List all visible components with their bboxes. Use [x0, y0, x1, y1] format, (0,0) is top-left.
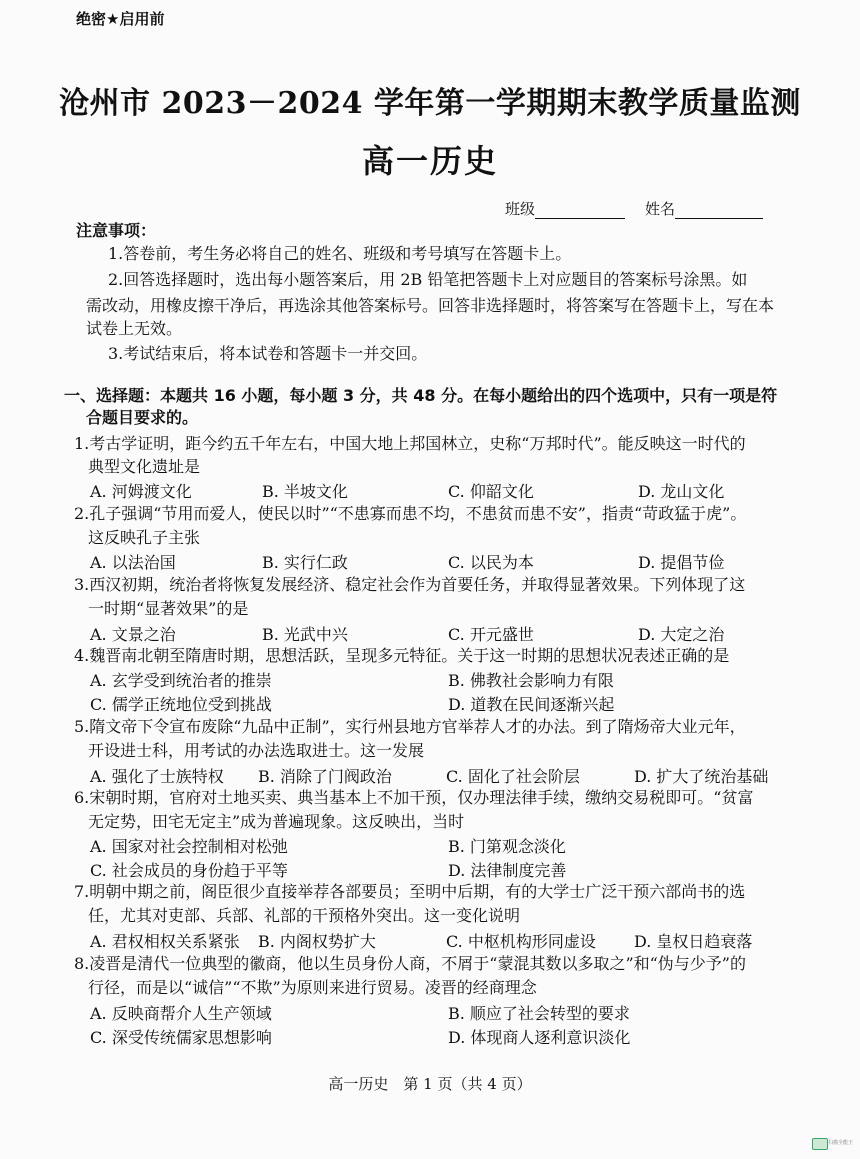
- q5-option-c: C. 固化了社会阶层: [446, 767, 580, 786]
- section-heading-line-1: 一、选择题：本题共 16 小题，每小题 3 分，共 48 分。在每小题给出的四个选项中，只有一项是符: [64, 386, 778, 405]
- q7-option-c: C. 中枢机构形同虚设: [446, 932, 596, 951]
- q4-option-b: B. 佛教社会影响力有限: [448, 671, 614, 690]
- q5-option-d: D. 扩大了统治基础: [634, 767, 769, 786]
- class-blank: [535, 204, 625, 219]
- q3-option-d: D. 大定之治: [638, 625, 725, 644]
- student-info-fields: [505, 198, 763, 219]
- q4-option-d: D. 道教在民间逐渐兴起: [448, 695, 615, 714]
- q2-option-a: A. 以法治国: [90, 553, 176, 572]
- q3-stem-line-1: 3.西汉初期，统治者将恢复发展经济、稳定社会作为首要任务，并取得显著效果。下列体现了这: [74, 575, 746, 594]
- note-2-line-2: 需改动，用橡皮擦干净后，再选涂其他答案标号。回答非选择题时，将答案写在答题卡上，写在本: [86, 296, 775, 315]
- note-2-line-3: 试卷上无效。: [86, 319, 183, 338]
- notes-heading: 注意事项：: [76, 221, 157, 240]
- note-3: 3.考试结束后，将本试卷和答题卡一并交回。: [108, 344, 428, 363]
- q7-option-b: B. 内阁权势扩大: [258, 932, 376, 951]
- note-1: 1.答卷前，考生务必将自己的姓名、班级和考号填写在答题卡上。: [108, 244, 572, 263]
- note-2-line-1: 2.回答选择题时，选出每小题答案后，用 2B 铅笔把答题卡上对应题目的答案标号涂黑。如: [108, 270, 748, 289]
- q5-option-a: A. 强化了士族特权: [90, 767, 224, 786]
- q8-option-b: B. 顺应了社会转型的要求: [448, 1004, 630, 1023]
- scanner-watermark: 扫描全能王: [828, 1140, 854, 1146]
- q5-stem-line-2: 开设进士科，用考试的办法选取进士。这一发展: [88, 741, 425, 760]
- q6-stem-line-2: 无定势，田宅无定主”成为普遍现象。这反映出，当时: [88, 812, 465, 831]
- q2-option-d: D. 提倡节俭: [638, 553, 725, 572]
- q8-option-a: A. 反映商帮介人生产领域: [90, 1004, 272, 1023]
- q7-option-a: A. 君权相权关系紧张: [90, 932, 240, 951]
- page-footer: 高一历史 第 1 页（共 4 页）: [328, 1075, 532, 1093]
- q1-option-a: A. 河姆渡文化: [90, 482, 192, 501]
- q6-option-c: C. 社会成员的身份趋于平等: [90, 861, 288, 880]
- q3-option-c: C. 开元盛世: [448, 625, 534, 644]
- q1-stem-line-2: 典型文化遗址是: [88, 457, 201, 476]
- q2-stem-line-1: 2.孔子强调“节用而爱人，使民以时”“不患寡而患不均，不患贫而患不安”，指责“苛政猛于虎”。: [74, 504, 747, 523]
- name-label: 姓名: [645, 200, 676, 218]
- q1-option-b: B. 半坡文化: [262, 482, 348, 501]
- q1-stem-line-1: 1.考古学证明，距今约五千年左右，中国大地上邦国林立，史称“万邦时代”。能反映这一时代的: [74, 434, 746, 453]
- q8-stem-line-2: 行径，而是以“诚信”“不欺”为原则来进行贸易。凌晋的经商理念: [88, 978, 537, 997]
- q8-stem-line-1: 8.凌晋是清代一位典型的徽商，他以生员身份人商，不屑于“蒙混其数以多取之”和“伪与少予”的: [74, 954, 746, 973]
- q5-option-b: B. 消除了门阀政治: [258, 767, 392, 786]
- q2-stem-line-2: 这反映孔子主张: [88, 528, 201, 547]
- exam-title: 沧州市 2023－2024 学年第一学期期末教学质量监测: [59, 86, 801, 121]
- q6-stem-line-1: 6.宋朝时期，官府对土地买卖、典当基本上不加干预，仅办理法律手续，缴纳交易税即可。“贫富: [74, 788, 754, 807]
- q4-option-c: C. 儒学正统地位受到挑战: [90, 695, 272, 714]
- q7-option-d: D. 皇权日趋衰落: [634, 932, 753, 951]
- q3-stem-line-2: 一时期“显著效果”的是: [88, 599, 249, 618]
- q5-stem-line-1: 5.隋文帝下令宣布废除“九品中正制”，实行州县地方官举荐人才的办法。到了隋炀帝大业元年，: [74, 717, 746, 736]
- q1-option-d: D. 龙山文化: [638, 482, 725, 501]
- exam-subject: 高一历史: [361, 142, 498, 180]
- name-blank: [675, 204, 763, 219]
- q6-option-d: D. 法律制度完善: [448, 861, 567, 880]
- q2-option-c: C. 以民为本: [448, 553, 534, 572]
- q1-option-c: C. 仰韶文化: [448, 482, 534, 501]
- q7-stem-line-1: 7.明朝中期之前，阁臣很少直接举荐各部要员；至明中后期，有的大学士广泛干预六部尚书的选: [74, 882, 746, 901]
- q2-option-b: B. 实行仁政: [262, 553, 348, 572]
- q8-option-c: C. 深受传统儒家思想影响: [90, 1028, 272, 1047]
- q3-option-a: A. 文景之治: [90, 625, 176, 644]
- section-heading-line-2: 合题目要求的。: [86, 408, 199, 427]
- scanner-logo-icon: [812, 1138, 828, 1150]
- q6-option-a: A. 国家对社会控制相对松弛: [90, 837, 288, 856]
- q3-option-b: B. 光武中兴: [262, 625, 348, 644]
- q6-option-b: B. 门第观念淡化: [448, 837, 566, 856]
- q4-option-a: A. 玄学受到统治者的推崇: [90, 671, 272, 690]
- q8-option-d: D. 体现商人逐利意识淡化: [448, 1028, 631, 1047]
- q7-stem-line-2: 任，尤其对吏部、兵部、礼部的干预格外突出。这一变化说明: [88, 906, 521, 925]
- class-label: 班级: [505, 200, 536, 218]
- q4-stem: 4.魏晋南北朝至隋唐时期，思想活跃，呈现多元特征。关于这一时期的思想状况表述正确的是: [74, 646, 730, 665]
- confidential-label: 绝密★启用前: [76, 10, 165, 28]
